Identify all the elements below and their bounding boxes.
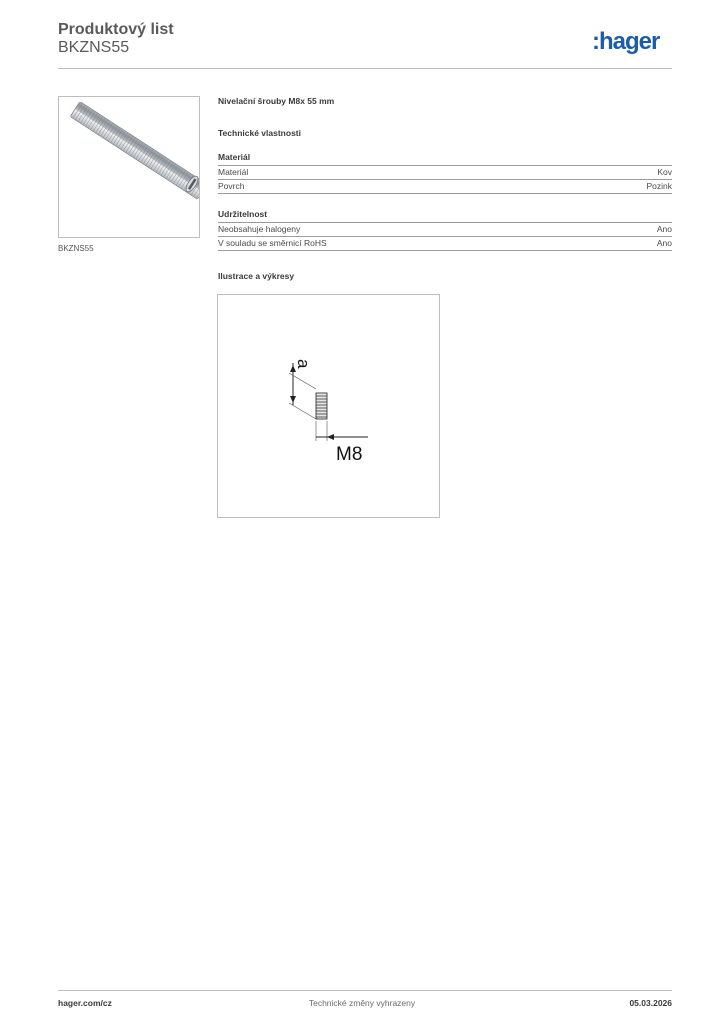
footer-date: 05.03.2026 [629, 998, 672, 1008]
arrow-icon [327, 434, 334, 440]
page-title: Produktový list [58, 21, 174, 38]
leveling-screw-image [59, 97, 199, 237]
spec-row [218, 180, 672, 194]
spec-row [218, 237, 672, 251]
dimension-drawing [218, 295, 439, 517]
spec-label: Materiál [218, 167, 249, 177]
spec-row [218, 223, 672, 237]
arrow-icon [290, 396, 296, 403]
hager-logo [592, 27, 676, 57]
spec-label: Povrch [218, 181, 245, 191]
photo-caption: BKZNS55 [58, 244, 94, 253]
spec-label: V souladu se směrnicí RoHS [218, 238, 327, 248]
spec-value: Ano [656, 238, 672, 248]
group-title-sustainability: Udržitelnost [218, 209, 672, 223]
dim-label-m8: M8 [336, 444, 363, 465]
spec-value: Pozink [646, 181, 672, 191]
spec-value: Kov [657, 167, 672, 177]
footer-divider [58, 990, 672, 991]
technical-title: Technické vlastnosti [218, 128, 301, 138]
footer-notice: Technické změny vyhrazeny [308, 998, 416, 1008]
technical-drawing [217, 294, 440, 518]
product-details [218, 92, 672, 281]
screw-drawing [316, 393, 327, 419]
group-title-material: Materiál [218, 152, 672, 166]
footer-website-link[interactable]: hager.com/cz [58, 998, 112, 1008]
spec-row [218, 166, 672, 180]
header-divider [58, 68, 672, 69]
dim-label-a: a [294, 359, 313, 369]
product-photo [58, 96, 200, 238]
hager-logo-text: :hager [592, 28, 660, 55]
spec-value: Ano [656, 224, 672, 234]
illustrations-title: Ilustrace a výkresy [218, 271, 295, 281]
product-code: BKZNS55 [58, 39, 130, 56]
spec-label: Neobsahuje halogeny [218, 224, 301, 234]
extension-line [289, 403, 316, 419]
product-name: Nivelační šrouby M8x 55 mm [218, 96, 335, 106]
